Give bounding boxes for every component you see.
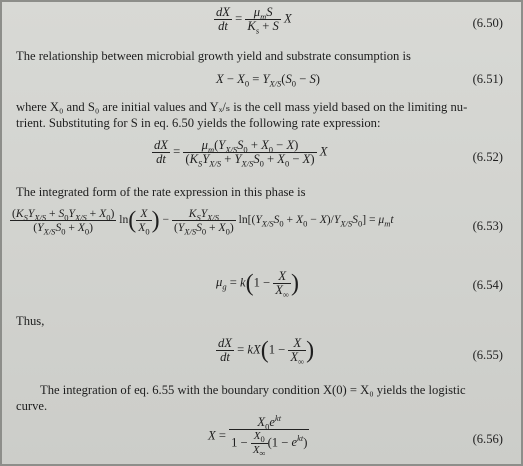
equation-number-6-52: (6.52) — [472, 150, 503, 164]
equation-6-54: $\mu_g = k(1$ − $\frac{X}{X_\infty}$ ) — [216, 269, 300, 300]
paragraph-integration-line2: curve. — [16, 399, 48, 413]
paragraph-integration-line1: The integration of eq. 6.55 with the boundary condition X(0) = X₀ yields the logistic — [40, 383, 466, 397]
equation-6-50: $\frac{dX}{dt}$ = $\frac{\mu_mS}{K_s + S}$ X — [216, 5, 292, 36]
equation-6-53: $\frac{(K_SY_{X/S} + S_0Y_{X/S} + X_0)}{(Y_{X/S}S_0 + X_0)}$ ln( $\frac{X}{X_0}$ ) − $\frac{K_SY_{X/S}}{(Y_{X/S}S_0 + X_0)}$ $\ln[(Y_{X/S}S_0 + X_0 - X)/Y_{X/S}S_0] = \mu_mt$ — [12, 207, 394, 237]
equation-6-51: $X - X_0 = Y_{X/S}(S_0 - S)$ — [216, 72, 320, 89]
paragraph-initial-values-line2: trient. Substituting for S in eq. 6.50 yields the following rate expression: — [16, 116, 381, 130]
equation-6-56: X = $X_0e^{kt}$ 1 − $\frac{X_0}{X_\infty}$ $(1 - e^{kt})$ — [208, 412, 308, 459]
paragraph-integrated-form: The integrated form of the rate expression in this phase is — [16, 185, 306, 199]
equation-number-6-55: (6.55) — [472, 348, 503, 362]
equation-number-6-54: (6.54) — [472, 278, 503, 292]
equation-number-6-51: (6.51) — [472, 72, 503, 86]
equation-number-6-53: (6.53) — [472, 219, 503, 233]
paragraph-initial-values-line1: where X₀ and S₀ are initial values and Yₓ/ₛ is the cell mass yield based on the limiting nu- — [16, 100, 468, 114]
equation-number-6-50: (6.50) — [472, 16, 503, 30]
paragraph-yield-relationship: The relationship between microbial growth yield and substrate consumption is — [16, 49, 411, 63]
paragraph-thus: Thus, — [16, 314, 45, 328]
equation-number-6-56: (6.56) — [472, 432, 503, 446]
equation-6-55: $\frac{dX}{dt}$ = kX(1 − $\frac{X}{X_\infty}$ ) — [218, 336, 315, 367]
equation-6-52: $\frac{dX}{dt}$ = $\frac{\mu_m(Y_{X/S}S_0 + X_0 - X)}{(K_SY_{X/S} + Y_{X/S}S_0 + X_0 - X)}$ X — [154, 138, 328, 169]
